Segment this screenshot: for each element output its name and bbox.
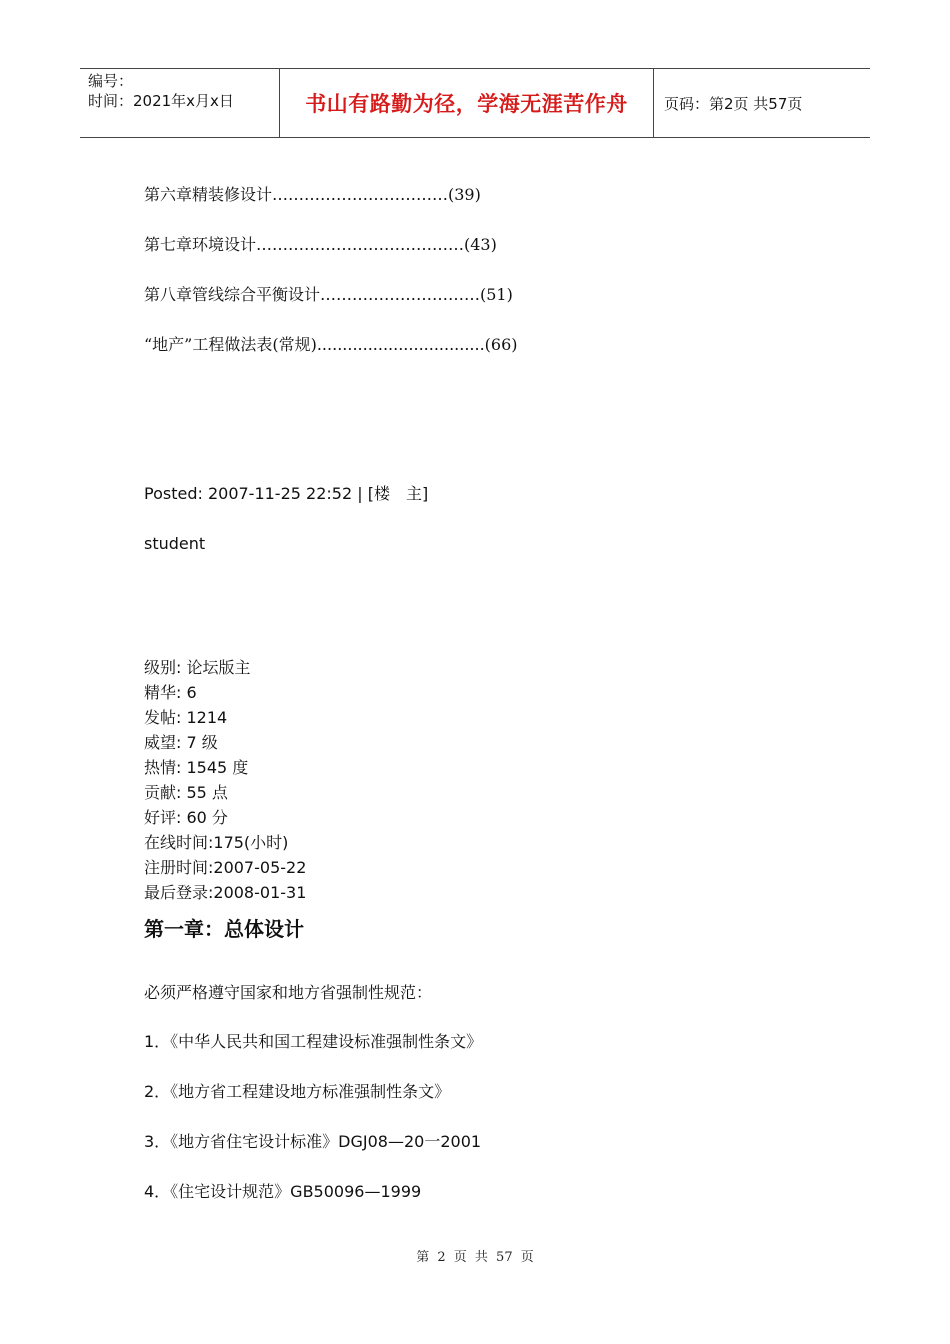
toc-entry: “地产”工程做法表(常规).................................(66): [144, 335, 518, 354]
standard-list-item: 3．《地方省住宅设计标准》DGJ08—20一2001: [144, 1132, 482, 1151]
user-stat: 在线时间:175(小时): [144, 833, 289, 852]
user-stat: 最后登录:2008-01-31: [144, 883, 307, 902]
user-stat: 威望: 7 级: [144, 733, 218, 752]
user-stat: 发帖: 1214: [144, 708, 228, 727]
user-stat: 好评: 60 分: [144, 808, 228, 827]
header-time-label: 时间：2021年x月x日: [88, 92, 234, 110]
standard-list-item: 1．《中华人民共和国工程建设标准强制性条文》: [144, 1032, 483, 1051]
standard-list-item: 4．《住宅设计规范》GB50096—1999: [144, 1182, 422, 1201]
user-stat: 热情: 1545 度: [144, 758, 249, 777]
chapter-intro: 必须严格遵守国家和地方省强制性规范：: [144, 983, 433, 1002]
header-page-info: 页码：第2页 共57页: [664, 94, 803, 113]
user-stat: 级别: 论坛版主: [144, 658, 251, 677]
page-header: [80, 68, 870, 138]
header-number-label: 编号：: [88, 72, 134, 90]
header-motto: 书山有路勤为径，学海无涯苦作舟: [280, 69, 654, 137]
user-stat: 注册时间:2007-05-22: [144, 858, 307, 877]
post-timestamp: Posted: 2007-11-25 22:52 | [楼 主]: [144, 484, 429, 503]
chapter-title: 第一章：总体设计: [144, 917, 304, 941]
toc-entry: 第六章精装修设计……………………………(39): [144, 185, 481, 204]
user-stat: 贡献: 55 点: [144, 783, 228, 802]
post-author: student: [144, 534, 206, 553]
header-meta: [80, 69, 280, 137]
page-footer: 第 2 页 共 57 页: [416, 1250, 534, 1265]
toc-entry: 第八章管线综合平衡设计…………………………(51): [144, 285, 513, 304]
user-stat: 精华: 6: [144, 683, 197, 702]
toc-entry: 第七章环境设计…………………………………(43): [144, 235, 497, 254]
standard-list-item: 2．《地方省工程建设地方标准强制性条文》: [144, 1082, 451, 1101]
